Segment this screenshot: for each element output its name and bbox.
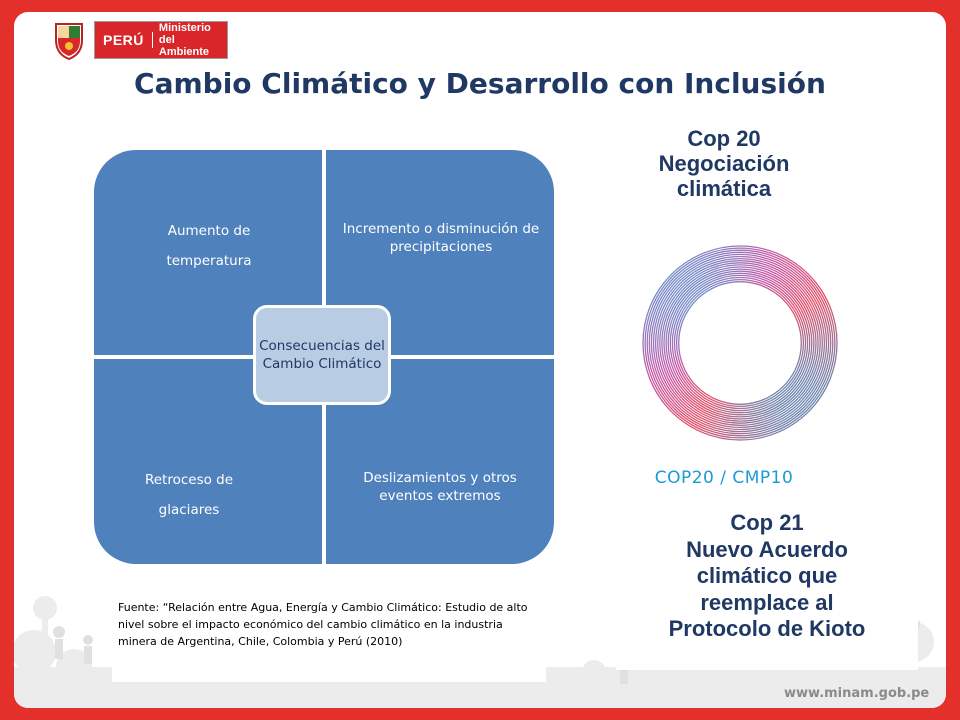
ring-line: [660, 263, 820, 423]
cop21-line5: Protocolo de Kioto: [668, 616, 866, 641]
brand-ministry-line1: Ministerio: [158, 22, 211, 34]
quadrant-landslides-label: Deslizamientos y otros eventos extremos: [363, 470, 517, 504]
cop21-line1: Cop 21: [730, 510, 804, 535]
diagram-center: Consecuencias del Cambio Climático: [253, 305, 391, 405]
cop20-logo-label: COP20 / CMP10: [654, 468, 794, 488]
ring-line: [668, 271, 812, 415]
cop20-heading: [624, 126, 824, 201]
ring-line: [654, 257, 827, 430]
cop21-line2: Nuevo Acuerdo: [686, 536, 848, 562]
ring-line: [645, 248, 835, 438]
peru-coat-of-arms-icon: [52, 20, 86, 60]
quadrant-glaciers-label: Retroceso de glaciares: [144, 472, 234, 518]
ring-line: [656, 259, 825, 428]
ring-line: [675, 278, 806, 409]
brand-ministry-line2: del Ambiente: [158, 34, 210, 58]
ring-line: [679, 282, 802, 405]
ring-line: [670, 273, 809, 412]
brand-ministry: [153, 22, 227, 58]
ring-line: [651, 254, 828, 431]
ring-line: [672, 275, 807, 410]
ring-line: [662, 265, 818, 421]
source-citation: Fuente: “Relación entre Agua, Energía y Cambio Climático: Estudio de alto nivel sobre el impacto económico del cambio climático en la industria minera de Argentina, Chile, Colombia y Perú (2010): [112, 597, 546, 682]
slide-title: Cambio Climático y Desarrollo con Inclusión: [134, 67, 826, 100]
cop21-line4: reemplace al: [700, 589, 834, 615]
quadrant-precipitation-label: Incremento o disminución de precipitaciones: [342, 221, 540, 255]
ring-line: [666, 269, 814, 417]
ring-line: [658, 261, 823, 426]
website-url[interactable]: www.minam.gob.pe: [784, 686, 930, 701]
cop20-line2: Negociación: [658, 151, 790, 176]
cop20-line1: Cop 20: [687, 126, 761, 151]
cop20-line3: climática: [676, 176, 772, 201]
ring-line: [664, 267, 816, 419]
ring-line: [677, 280, 804, 407]
quadrant-temperature-label: Aumento de temperatura: [166, 223, 252, 269]
brand-country: PERÚ: [95, 32, 153, 48]
cop20-ring-logo: [641, 244, 839, 442]
ministry-logo: [52, 20, 228, 60]
peru-brand-box: [94, 21, 228, 59]
cop21-line3: climático que: [696, 563, 838, 588]
slide: [14, 12, 946, 708]
cop21-box: [616, 510, 918, 670]
